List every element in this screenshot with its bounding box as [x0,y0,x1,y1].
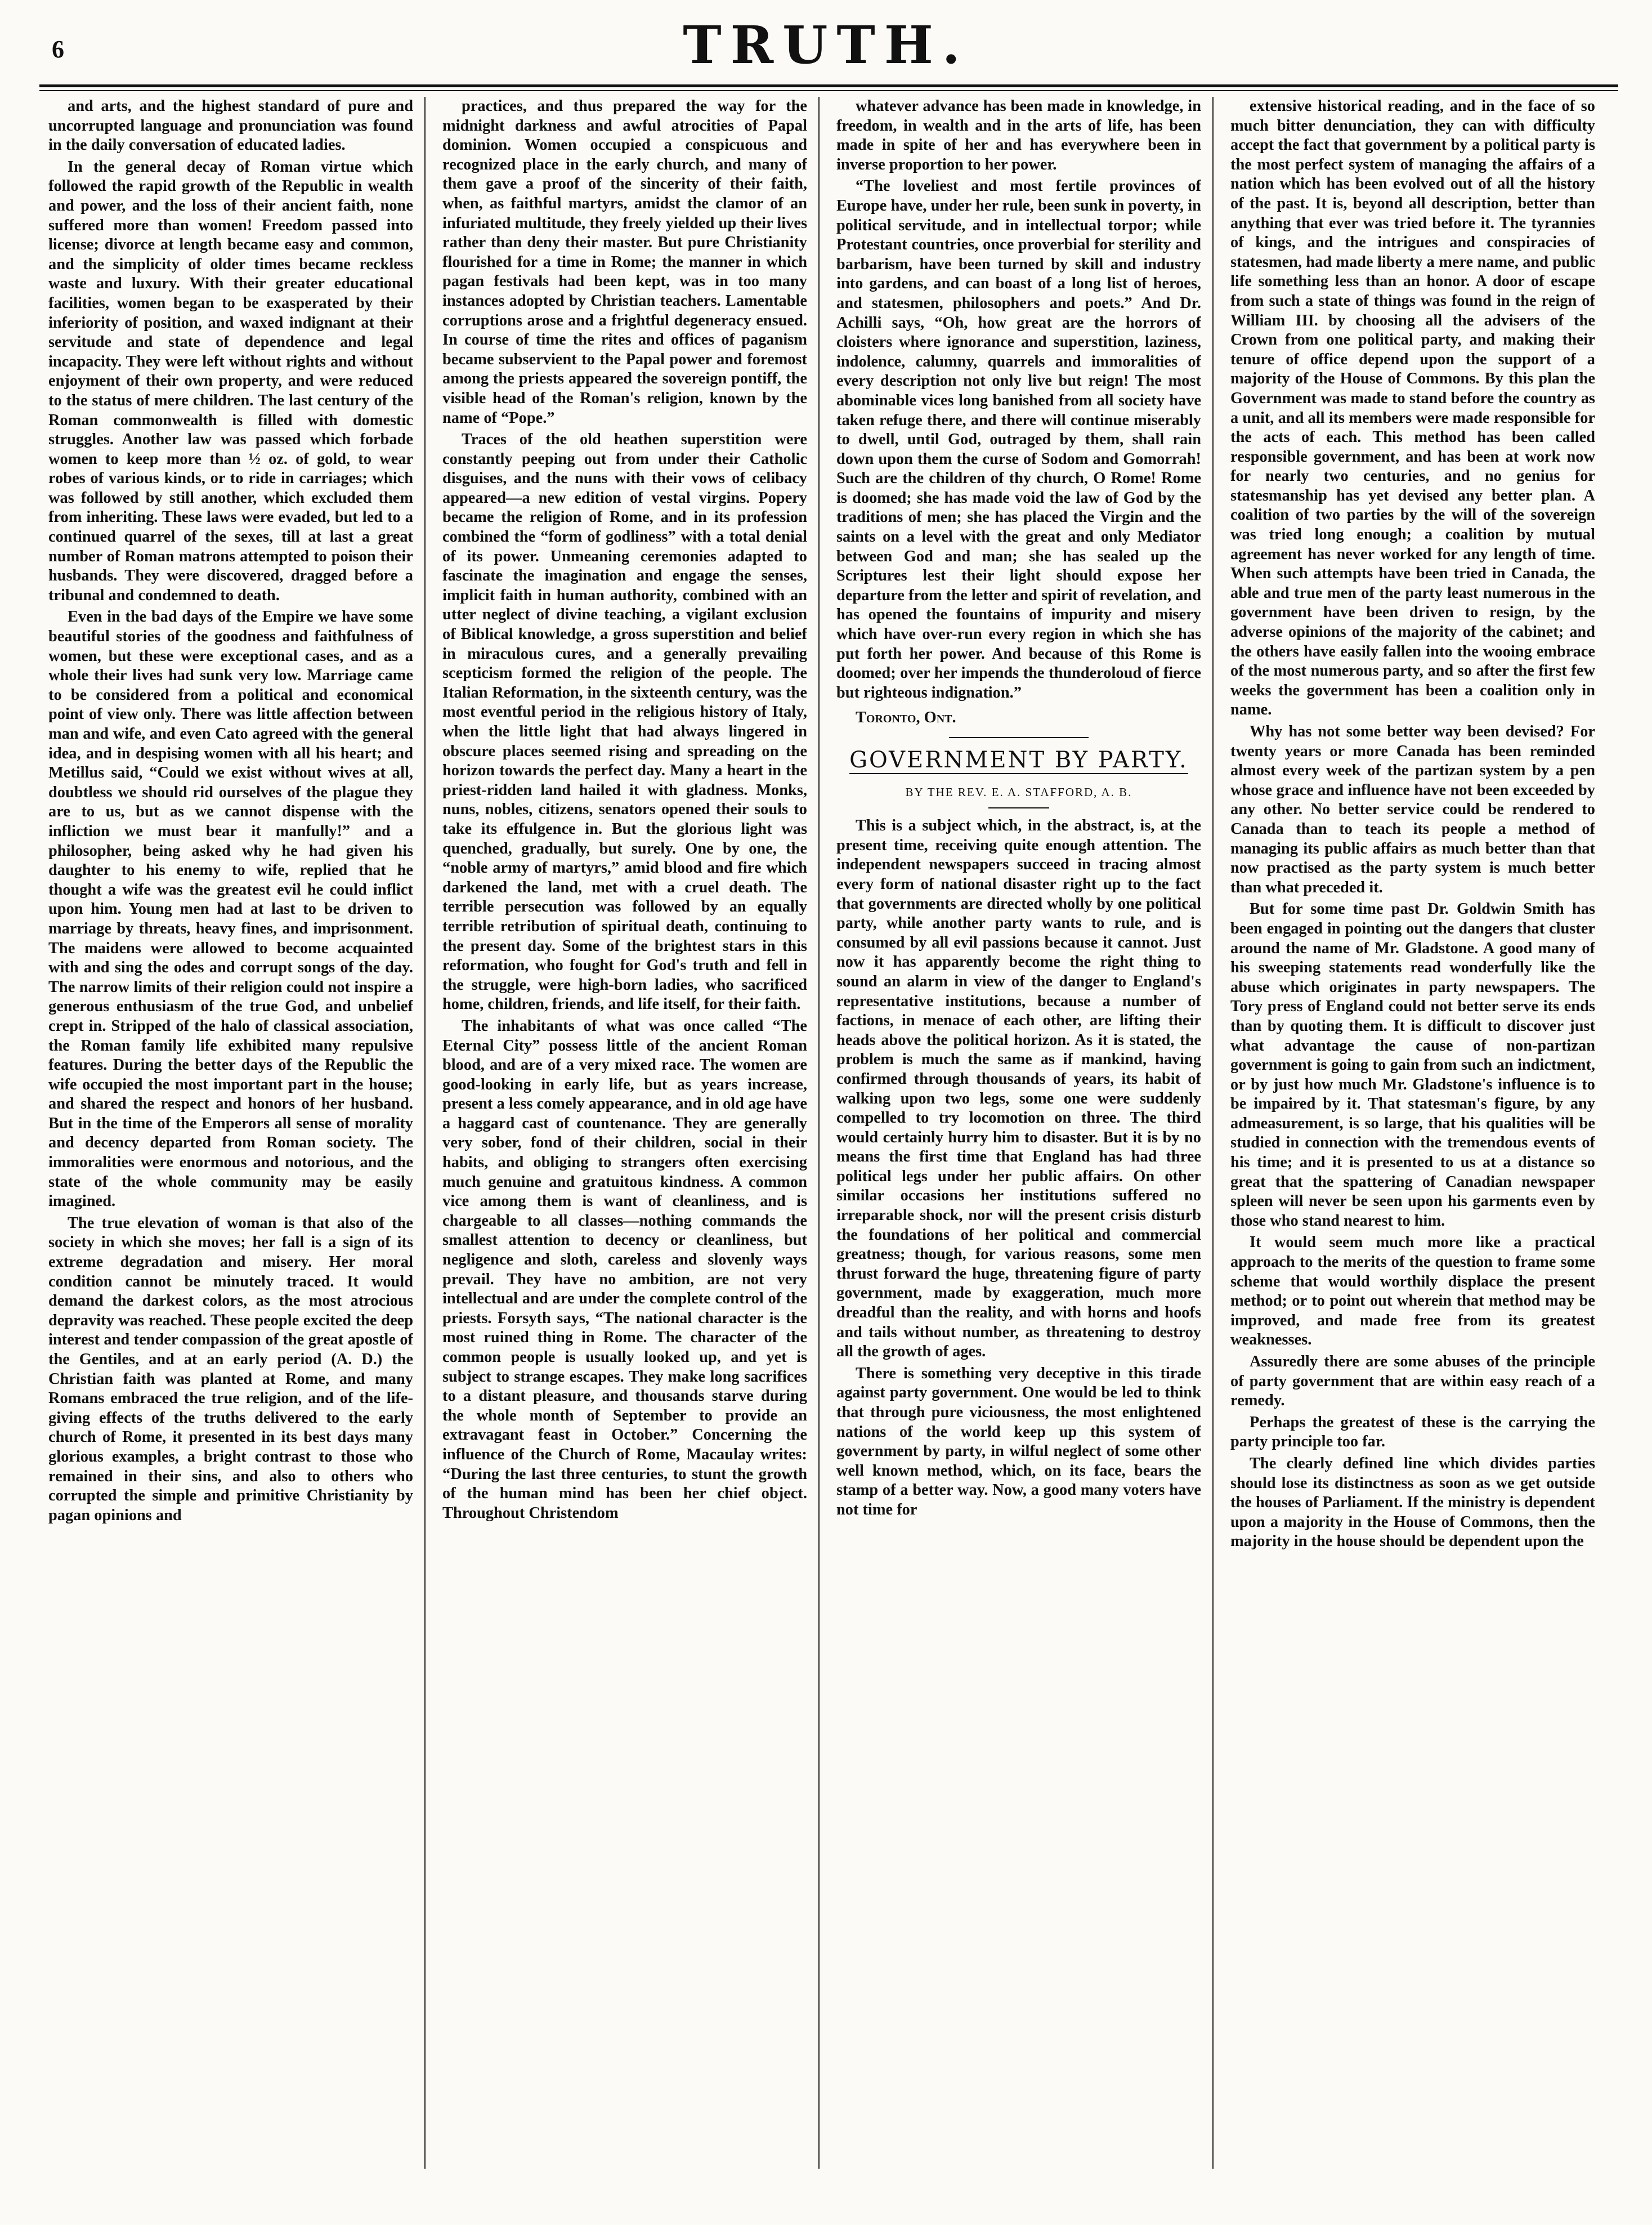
paragraph: In the general decay of Roman virtue which followed the rapid growth of the Republic in wealth and power, and the loss of their ancient faith, none suffered more than women! Freedom passed into license; divorce at length became easy and common, and the simplicity of older times became reckless waste and luxury. With their greater educational facilities, women began to be exasperated by their inferiority of position, and waxed indignant at their servitude and state of dependence and legal incapacity. They were left without rights and without enjoyment of their own property, and were reduced to the status of mere children. The last century of the Roman commonwealth is filled with domestic struggles. Another law was passed which forbade women to keep more than ½ oz. of gold, to wear robes of various kinds, or to ride in carriages; which was followed by still another, which excluded them from inheriting. These laws were evaded, but led to a continued quarrel of the sexes, till at last a great number of Roman matrons attempted to poison their husbands. They were discovered, dragged before a tribunal and condemned to death. [48,158,413,604]
paragraph: This is a subject which, in the abstract, is, at the present time, receiving quite enough attention. The independent newspapers succeed in tracing almost every form of national disaster right up to the fact that governments are directed wholly by one political party, while another party wants to rule, and is consumed by all evil passions because it cannot. Just now it has apparently become the right thing to sound an alarm in view of the danger to England's representative institutions, because a number of factions, in menace of each other, are lifting their heads above the political horizon. As it is stated, the problem is much the same as if mankind, having confirmed through thousands of years, its habit of walking upon two legs, some one were suddenly compelled to try locomotion on three. The third would certainly hurry him to disaster. But it is by no means the first time that England has had three political legs under her public affairs. On other similar occasions her institutions suffered no irreparable shock, nor will the present crisis disturb the foundations of her political and commercial greatness; though, for various reasons, some men thrust forward the huge, threatening figure of party government, made by exaggeration, much more dreadful than the reality, and with horns and hoofs and tails without number, as threatening to destroy all the growth of ages. [836,817,1201,1361]
column-2 [442,97,807,2157]
paragraph: The inhabitants of what was once called “The Eternal City” possess little of the ancient Roman blood, and are of a very mixed race. The women are good-looking in early life, but as years increase, present a less comely appearance, and in old age have a haggard cast of countenance. They are generally very sober, fond of their children, social in their habits, and obliging to strangers often exercising much genuine and gratuitous kindness. A common vice among them is want of cleanliness, and is chargeable to all classes—nothing commands the smallest attention to decency or cleanliness, but negligence and sloth, careless and slovenly ways prevail. They have no ambition, are not very intellectual and are under the complete control of the priests. Forsyth says, “The national character is the most ruined thing in Rome. The character of the common people is usually looked up, and yet is subject to strange escapes. They make long sacrifices to a distant pleasure, and thousands starve during the whole month of September to provide an extravagant feast in October.” Concerning the influence of the Church of Rome, Macaulay writes: “During the last three centuries, to stunt the growth of the human mind has been her chief object. Throughout Christendom [442,1017,807,1522]
paragraph: practices, and thus prepared the way for the midnight darkness and awful atrocities of Papal dominion. Women occupied a conspicuous and recognized place in the early church, and many of them gave a proof of the sincerity of their faith, when, as faithful martyrs, amidst the clamor of an infuriated multitude, they freely yielded up their lives rather than deny their master. But pure Christianity flourished for a time in Rome; the manner in which pagan festivals had been kept, was in too many instances adopted by Christian teachers. Lamentable corruptions arose and a frightful degeneracy ensued. In course of time the rites and offices of paganism became subservient to the Papal power and foremost among the priests appeared the sovereign pontiff, the visible head of the Roman's religion, known by the name of “Pope.” [442,97,807,427]
byline-rule [988,807,1049,808]
paragraph: Why has not some better way been devised? For twenty years or more Canada has been reminded almost every week of the partizan system by a pen whose grace and influence have not been exceeded by any other. No better service could be rendered to Canada than to teach its people a method of managing its public affairs as much better than that now practised as the party system is much better than what preceded it. [1230,723,1595,896]
paragraph: Perhaps the greatest of these is the carrying the party principle too far. [1230,1413,1595,1451]
column-3 [836,97,1201,2157]
column-1 [48,97,413,2157]
dateline: Toronto, Ont. [856,709,956,727]
header-rule-thin [39,90,1618,91]
article-separator [949,737,1089,738]
paragraph: Even in the bad days of the Empire we have some beautiful stories of the goodness and faithfulness of women, but these were exceptional cases, and as a whole their lives had sunk very low. Marriage came to be considered from a political and economical point of view only. There was little affection between man and wife, and even Cato agreed with the general idea, and in despising women with all his heart; and Metillus said, “Could we exist without wives at all, doubtless we should rid ourselves of the plague they are to us, but as we cannot dispense with the infliction we must bear it manfully!” and a philosopher, being asked why he had given his daughter to his enemy to wife, replied that he thought a wife was the greatest evil he could inflict upon him. Young men had at last to be driven to marriage by threats, heavy fines, and imprisonment. The maidens were allowed to become acquainted with and sing the odes and corrupt songs of the day. The narrow limits of their religion could not inspire a generous enthusiasm of the true God, and unbelief crept in. Stripped of the halo of classical association, the Roman family life exhibited many repulsive features. During the better days of the Republic the wife occupied the most important part in the house; and shared the respect and honors of her husband. But in the time of the Emperors all sense of morality and decency departed from Roman society. The immoralities were enormous and notorious, and the state of the whole community may be easily imagined. [48,608,413,1210]
column-divider [424,97,426,2169]
paragraph: It would seem much more like a practical approach to the merits of the question to frame some scheme that would worthily displace the present method; or to point out wherein that method may be improved, and made free from its greatest weaknesses. [1230,1234,1595,1349]
column-divider [1212,97,1214,2169]
article-byline: BY THE REV. E. A. STAFFORD, A. B. [905,785,1132,799]
masthead: TRUTH. [683,15,969,75]
article-title: GOVERNMENT BY PARTY. [849,747,1188,773]
column-divider [818,97,820,2169]
paragraph: Traces of the old heathen superstition were constantly peeping out from under their Catholic disguises, and the nuns with their vows of celibacy appeared—a new edition of vestal virgins. Popery became the religion of Rome, and in its profession combined the “form of godliness” with a total denial of its power. Unmeaning ceremonies adapted to fascinate the imagination and engage the senses, implicit faith in human authority, combined with an utter neglect of divine teaching, a vigilant exclusion of Biblical knowledge, a gross superstition and belief in miraculous cures, and a generally prevailing scepticism formed the religion of the people. The Italian Reformation, in the sixteenth century, was the most eventful period in the religious history of Italy, when the little light that had always lingered in obscure places seemed rising and spreading on the horizon towards the perfect day. Many a heart in the priest-ridden land hailed it with gladness. Monks, nuns, nobles, citizens, senators opened their souls to take its effulgence in. But the glorious light was quenched, gradually, but surely. One by one, the “noble army of martyrs,” amid blood and fire which darkened the land, met with a cruel death. The terrible persecution was followed by an equally terrible retribution of spiritual death, continuing to the present day. Some of the brightest stars in this reformation, who fought for God's truth and fell in the struggle, were high-born ladies, who sacrificed home, children, friends, and life itself, for their faith. [442,431,807,1013]
header-rule [39,84,1618,87]
page-number: 6 [52,35,64,63]
paragraph: and arts, and the highest standard of pure and uncorrupted language and pronunciation was found in the daily conversation of educated ladies. [48,97,413,154]
paragraph: The true elevation of woman is that also of the society in which she moves; her fall is a sign of its extreme degradation and misery. Her moral condition cannot be minutely traced. It would demand the darkest colors, as the most atrocious depravity was reached. These people excited the deep interest and tender compassion of the great apostle of the Gentiles, and at an early period (A. D.) the Christian faith was planted at Rome, and many Romans embraced the true religion, and of the life-giving effects of the truths delivered to the early church of Rome, it presented in its best days many glorious examples, a bright contrast to those who remained in their sins, and also to others who corrupted the simple and primitive Christianity by pagan opinions and [48,1214,413,1524]
paragraph: “The loveliest and most fertile provinces of Europe have, under her rule, been sunk in poverty, in political servitude, and in intellectual torpor; while Protestant countries, once proverbial for sterility and barbarism, have been turned by skill and industry into gardens, and can boast of a long list of heroes, and statesmen, philosophers and poets.” And Dr. Achilli says, “Oh, how great are the horrors of cloisters where ignorance and superstition, laziness, indolence, calumny, quarrels and immoralities of every description not only live but reign! The most abominable vices long banished from all society have taken refuge there, and there will continue miserably to dwell, until God, outraged by them, shall rain down upon them the curse of Sodom and Gomorrah! Such are the children of thy church, O Rome! Rome is doomed; she has made void the law of God by the traditions of men; she has placed the Virgin and the saints on a level with the great and only Mediator between God and man; she has sealed up the Scriptures lest their light should expose her departure from the letter and spirit of revelation, and has opened the fountains of impurity and misery which have over-run every region in which she has put forth her power. And because of this Rome is doomed; over her impends the thunderoloud of fierce but righteous indignation.” [836,177,1201,702]
paragraph: There is something very deceptive in this tirade against party government. One would be led to think that through pure viciousness, the most enlightened nations of the world keep up this system of government by party, in wilful neglect of some other well known method, which, on its face, bears the stamp of a better way. Now, a good many voters have not time for [836,1364,1201,1518]
column-4 [1230,97,1595,2157]
paragraph: The clearly defined line which divides parties should lose its distinctness as soon as we get outside the houses of Parliament. If the ministry is dependent upon a majority in the House of Commons, then the majority in the house should be dependent upon the [1230,1454,1595,1551]
paragraph: whatever advance has been made in knowledge, in freedom, in wealth and in the arts of life, has been made in spite of her and has everywhere been in inverse proportion to her power. [836,97,1201,173]
paragraph: extensive historical reading, and in the face of so much bitter denunciation, they can with difficulty accept the fact that government by a political party is the most perfect system of managing the affairs of a nation which has been evolved out of all the history of the past. It is, beyond all description, better than anything that ever was tried before it. The tyrannies of kings, and the intrigues and conspiracies of statesmen, had made liberty a mere name, and public life something less than an honor. A door of escape from such a state of things was found in the reign of William III. by choosing all the advisers of the Crown from one political party, and making their tenure of office depend upon the support of a majority of the House of Commons. By this plan the Government was made to stand before the country as a unit, and all its members were made responsible for the acts of each. This method has been called responsible government, and has been at work now for nearly two centuries, and no genius for statesmanship has yet devised any better plan. A coalition of two parties by the will of the sovereign was tried long enough; a coalition by mutual agreement has never worked for any length of time. When such attempts have been tried in Canada, the able and true men of the party least numerous in the government have been driven to resign, by the adverse opinions of the majority of the cabinet; and the others have easily fallen into the wooing embrace of the most numerous party, and so after the first few weeks the government has been a coalition only in name. [1230,97,1595,719]
paragraph: Assuredly there are some abuses of the principle of party government that are within easy reach of a remedy. [1230,1353,1595,1410]
paragraph: But for some time past Dr. Goldwin Smith has been engaged in pointing out the dangers that cluster around the name of Mr. Gladstone. A good many of his sweeping statements read wonderfully like the abuse which originates in party newspapers. The Tory press of England could not better serve its ends than by quoting them. It is difficult to discover just what advantage the cause of non-partizan government is going to gain from such an indictment, or by just how much Mr. Gladstone's influence is to be impaired by it. That statesman's figure, by any admeasurement, is so large, that his qualities will be studied in connection with the tremendous events of his time; and it is presented to us at a distance so great that the spattering of Canadian newspaper spleen will never be seen upon his garments even by those who stand nearest to him. [1230,900,1595,1230]
